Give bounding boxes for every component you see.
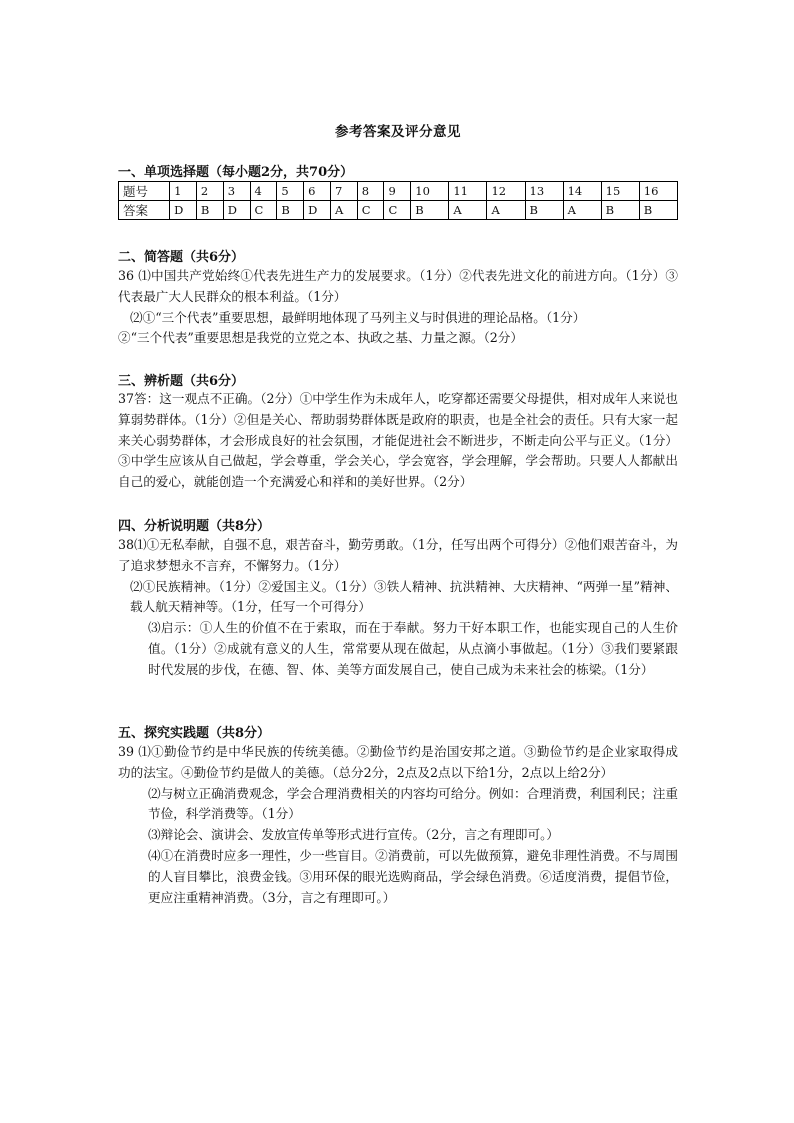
table-cell: 4 bbox=[250, 182, 277, 201]
table-row-answers bbox=[119, 201, 678, 220]
section3-body bbox=[118, 389, 678, 493]
table-cell: 7 bbox=[330, 182, 357, 201]
answer-table bbox=[118, 181, 678, 220]
table-cell: 11 bbox=[449, 182, 487, 201]
table-cell: A bbox=[330, 201, 357, 220]
table-cell: 2 bbox=[196, 182, 223, 201]
table-cell: D bbox=[304, 201, 331, 220]
table-cell: B bbox=[525, 201, 563, 220]
table-cell: D bbox=[170, 201, 197, 220]
table-cell: A bbox=[449, 201, 487, 220]
answer-38-part1: 38⑴①无私奉献，自强不息，艰苦奋斗，勤劳勇敢。（1分，任写出两个可得分）②他们艰苦奋斗，为了追求梦想永不言弃，不懈努力。（1分） bbox=[118, 537, 678, 573]
section4-heading: 四、分析说明题（共8分） bbox=[118, 519, 271, 534]
row-label-answer: 答案 bbox=[119, 201, 170, 220]
answer-37: 37答：这一观点不正确。（2分）①中学生作为未成年人，吃穿都还需要父母提供，相对成年人来说也算弱势群体。（1分）②但是关心、帮助弱势群体既是政府的职责，也是全社会的责任。只有大家一起来关心弱势群体，才会形成良好的社会氛围，才能促进社会不断进步，不断走向公平与正义。（1分）③中学生应该从自己做起，学会尊重，学会关心，学会宽容，学会理解，学会帮助。只要人人都献出自己的爱心，就能创造一个充满爱心和祥和的美好世界。（2分） bbox=[118, 391, 678, 490]
table-cell: 1 bbox=[170, 182, 197, 201]
section1-heading: 一、单项选择题（每小题2分，共70分） bbox=[118, 165, 354, 180]
table-cell: 6 bbox=[304, 182, 331, 201]
table-cell: D bbox=[223, 201, 250, 220]
answer-39-part3: ⑶辩论会、演讲会、发放宣传单等形式进行宣传。（2分，言之有理即可。） bbox=[148, 827, 560, 843]
answer-36-part2a: ⑵①“三个代表”重要思想，最鲜明地体现了马列主义与时俱进的理论品格。（1分） bbox=[130, 309, 586, 325]
table-cell: 3 bbox=[223, 182, 250, 201]
answer-39-part4: ⑷①在消费时应多一理性，少一些盲目。②消费前，可以先做预算，避免非理性消费。不与周围的人盲目攀比，浪费金钱。③用环保的眼光选购商品，学会绿色消费。⑥适度消费，提倡节俭，更应注重精神消费。（3分，言之有理即可。） bbox=[148, 847, 678, 905]
table-row-numbers bbox=[119, 182, 678, 201]
table-cell: 9 bbox=[384, 182, 411, 201]
answer-36-part1: 36 ⑴中国共产党始终①代表先进生产力的发展要求。（1分）②代表先进文化的前进方向。（1分）③代表最广大人民群众的根本利益。（1分） bbox=[118, 268, 678, 304]
table-cell: 5 bbox=[277, 182, 304, 201]
answer-38-part2: ⑵①民族精神。（1分）②爱国主义。（1分）③铁人精神、抗洪精神、大庆精神、“两弹一星”精神、载人航天精神等。（1分，任写一个可得分） bbox=[130, 578, 678, 615]
table-cell: C bbox=[357, 201, 384, 220]
table-cell: B bbox=[277, 201, 304, 220]
page-title: 参考答案及评分意见 bbox=[335, 124, 461, 140]
section2-body bbox=[118, 266, 678, 349]
table-cell: 14 bbox=[563, 182, 601, 201]
table-cell: B bbox=[601, 201, 639, 220]
table-cell: 13 bbox=[525, 182, 563, 201]
table-cell: 15 bbox=[601, 182, 639, 201]
table-cell: C bbox=[384, 201, 411, 220]
table-cell: 16 bbox=[639, 182, 677, 201]
row-label-number: 题号 bbox=[119, 182, 170, 201]
table-cell: B bbox=[639, 201, 677, 220]
table-cell: B bbox=[196, 201, 223, 220]
section4-body bbox=[118, 535, 678, 681]
table-cell: A bbox=[487, 201, 525, 220]
answer-39-part2: ⑵与树立正确消费观念，学会合理消费相关的内容均可给分。例如：合理消费，利国利民；注重节俭，科学消费等。（1分） bbox=[148, 785, 678, 822]
table-cell: 8 bbox=[357, 182, 384, 201]
section5-heading: 五、探究实践题（共8分） bbox=[118, 726, 271, 741]
table-cell: C bbox=[250, 201, 277, 220]
answer-38-part3: ⑶启示：①人生的价值不在于索取，而在于奉献。努力干好本职工作，也能实现自己的人生价值。（1分）②成就有意义的人生，常常要从现在做起，从点滴小事做起。（1分）③我们要紧跟时代发展的步伐，在德、智、体、美等方面发展自己，使自己成为未来社会的栋梁。（1分） bbox=[148, 620, 678, 677]
answer-36-part2b: ②“三个代表”重要思想是我党的立党之本、执政之基、力量之源。（2分） bbox=[118, 330, 523, 346]
answer-39-part1: 39 ⑴①勤俭节约是中华民族的传统美德。②勤俭节约是治国安邦之道。③勤俭节约是企业家取得成功的法宝。④勤俭节约是做人的美德。（总分2分，2点及2点以下给1分，2点以上给2分） bbox=[118, 744, 678, 780]
section5-body bbox=[118, 742, 678, 908]
section3-heading: 三、辨析题（共6分） bbox=[118, 374, 245, 389]
table-cell: B bbox=[411, 201, 449, 220]
table-cell: 12 bbox=[487, 182, 525, 201]
table-cell: 10 bbox=[411, 182, 449, 201]
section2-heading: 二、简答题（共6分） bbox=[118, 250, 245, 265]
table-cell: A bbox=[563, 201, 601, 220]
